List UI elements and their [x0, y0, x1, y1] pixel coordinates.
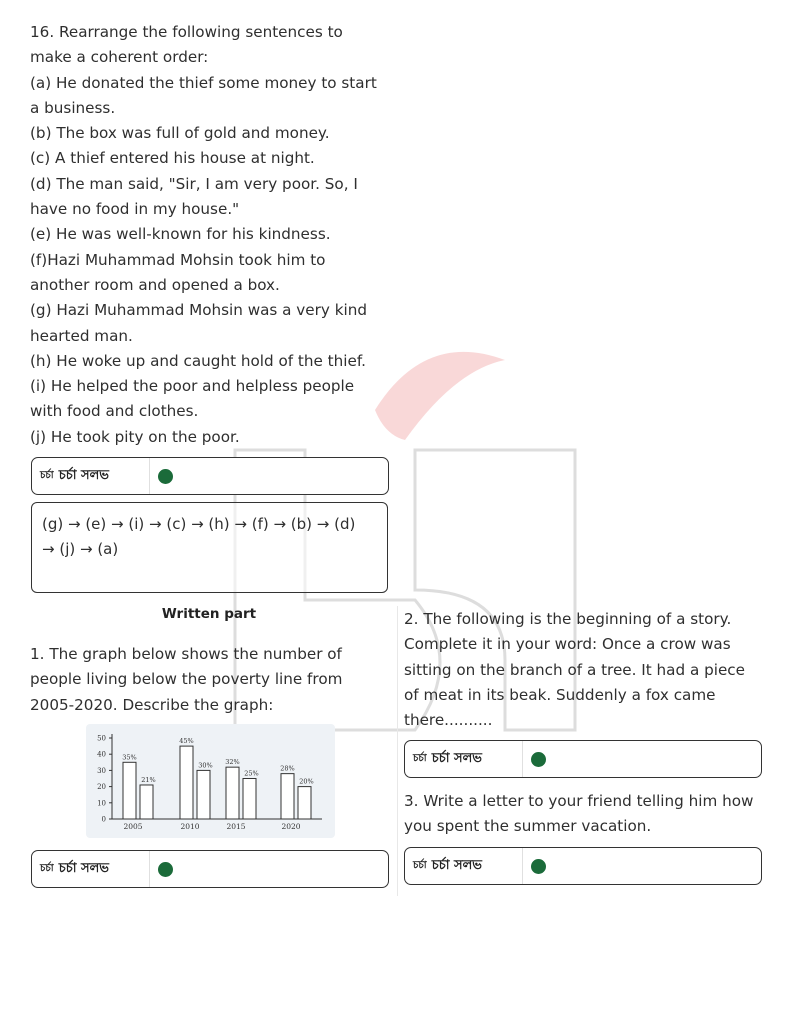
q16-line: (a) He donated the thief some money to start [30, 73, 377, 92]
q2-line: Complete it in your word: Once a crow was [404, 635, 731, 654]
q16-line: (j) He took pity on the poor. [30, 427, 240, 446]
q16-line: a business. [30, 98, 116, 117]
watermark-swoosh [375, 352, 505, 440]
x-tick-label: 2015 [226, 822, 246, 831]
question-16 [30, 20, 392, 450]
y-tick-label: 0 [101, 815, 106, 824]
x-tick-label: 2010 [180, 822, 200, 831]
chart-bar [243, 779, 256, 820]
y-tick-label: 20 [97, 783, 106, 792]
q1-line: 2005-2020. Describe the graph: [30, 695, 274, 714]
badge-label: চর্চা সলভ [58, 467, 109, 483]
q16-line: (c) A thief entered his house at night. [30, 149, 315, 168]
q16-line: (i) He helped the poor and helpless people [30, 377, 355, 396]
q16-line: hearted man. [30, 326, 133, 345]
chart-bar [123, 762, 136, 819]
charcha-logo-icon: চর্চা [413, 859, 427, 871]
chart-bar [140, 785, 153, 819]
data-label: 20% [299, 777, 314, 786]
q16-line: (h) He woke up and caught hold of the thief. [30, 351, 366, 370]
q16-line: (b) The box was full of gold and money. [30, 124, 330, 143]
q16-line: (g) Hazi Muhammad Mohsin was a very kind [30, 301, 367, 320]
data-label: 30% [198, 761, 213, 770]
charcha-logo-icon: চর্চা [40, 469, 54, 481]
y-tick-label: 10 [97, 799, 106, 808]
q16-line: have no food in my house." [30, 200, 240, 219]
badge-label: চর্চা সলভ [431, 750, 482, 766]
q1-line: people living below the poverty line from [30, 670, 343, 689]
data-label: 35% [122, 753, 137, 762]
status-dot-icon [158, 862, 173, 877]
y-tick-label: 50 [97, 734, 106, 743]
x-tick-label: 2020 [281, 822, 301, 831]
data-label: 21% [141, 775, 156, 784]
solve-badge-q3[interactable] [404, 847, 762, 885]
status-dot-icon [158, 469, 173, 484]
q16-line: with food and clothes. [30, 402, 199, 421]
chart-bar [197, 770, 210, 819]
question-1 [30, 642, 392, 718]
q16-line: make a coherent order: [30, 48, 209, 67]
question-2 [404, 607, 764, 733]
y-tick-label: 40 [97, 750, 106, 759]
answer-line: → (j) → (a) [42, 540, 119, 558]
q16-line: 16. Rearrange the following sentences to [30, 23, 343, 41]
status-dot-icon [531, 859, 546, 874]
chart-bar [298, 787, 311, 819]
bar-chart [86, 724, 335, 838]
q16-line: another room and opened a box. [30, 275, 280, 294]
answer-box-q16 [31, 502, 388, 593]
q2-line: sitting on the branch of a tree. It had a piece [404, 660, 745, 679]
data-label: 25% [244, 769, 259, 778]
charcha-logo-icon: চর্চা [413, 752, 427, 764]
q3-line: you spent the summer vacation. [404, 817, 652, 836]
x-tick-label: 2005 [123, 822, 143, 831]
badge-label: চর্চা সলভ [58, 860, 109, 876]
q3-line: 3. Write a letter to your friend telling him how [404, 792, 754, 810]
answer-line: (g) → (e) → (i) → (c) → (h) → (f) → (b) → (d) [42, 515, 356, 533]
q2-line: of meat in its beak. Suddenly a fox came [404, 685, 716, 704]
y-tick-label: 30 [97, 766, 106, 775]
data-label: 32% [225, 758, 240, 767]
poverty-graph [86, 724, 335, 838]
solve-badge-q16[interactable] [31, 457, 389, 495]
data-label: 28% [280, 764, 295, 773]
chart-bar [180, 746, 193, 819]
status-dot-icon [531, 752, 546, 767]
q16-line: (d) The man said, "Sir, I am very poor. So, I [30, 174, 358, 193]
column-divider [397, 606, 398, 896]
q2-line: 2. The following is the beginning of a story. [404, 610, 732, 628]
solve-badge-q1[interactable] [31, 850, 389, 888]
q16-line: (e) He was well-known for his kindness. [30, 225, 331, 244]
section-title: Written part [161, 606, 257, 622]
solve-badge-q2[interactable] [404, 740, 762, 778]
chart-bar [281, 774, 294, 819]
question-3 [404, 789, 764, 840]
chart-bar [226, 767, 239, 819]
q2-line: there.......... [404, 711, 493, 730]
q1-line: 1. The graph below shows the number of [30, 645, 342, 663]
badge-label: চর্চা সলভ [431, 857, 482, 873]
charcha-logo-icon: চর্চা [40, 862, 54, 874]
q16-line: (f)Hazi Muhammad Mohsin took him to [30, 250, 326, 269]
data-label: 45% [179, 737, 194, 746]
